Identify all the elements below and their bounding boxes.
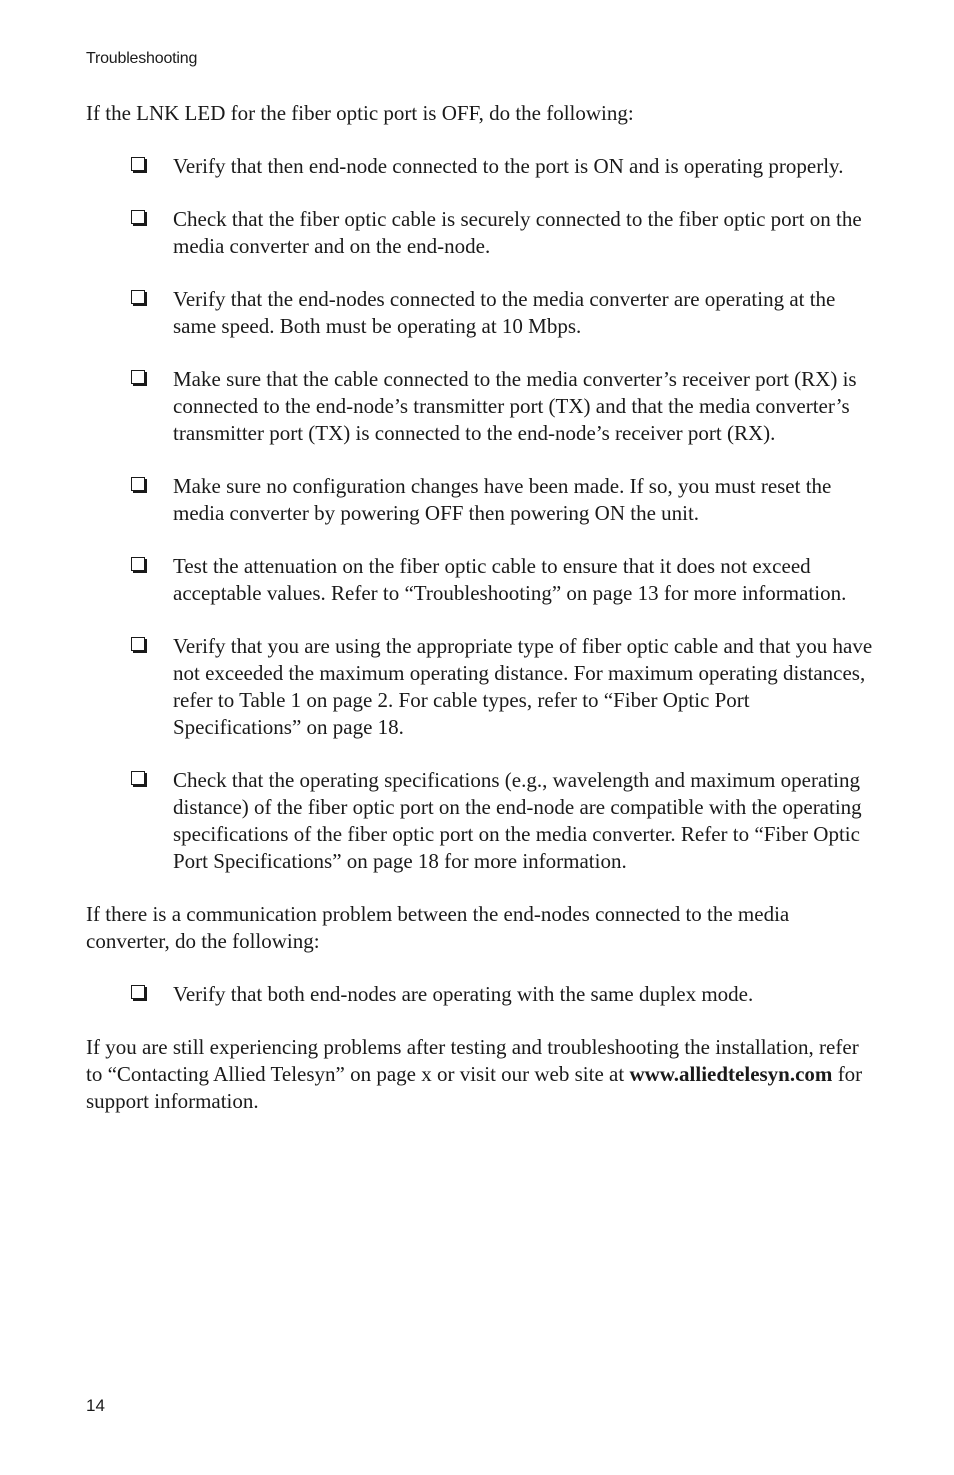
checkbox-bullet-icon [131, 157, 145, 171]
list-item [86, 473, 876, 527]
list-item-text: Check that the fiber optic cable is securely connected to the fiber optic port on the media converter and on the end-node. [173, 207, 862, 258]
closing-text-after: for support information. [86, 1062, 863, 1113]
list-item [86, 767, 876, 875]
list-item [86, 553, 876, 607]
checklist-communication [86, 981, 876, 1008]
intro-paragraph-lnk-led: If the LNK LED for the fiber optic port is OFF, do the following: [86, 101, 634, 125]
checkbox-bullet-icon [131, 557, 145, 571]
closing-paragraph [86, 1034, 876, 1115]
closing-text-before: If you are still experiencing problems after testing and troubleshooting the installation, refer to “Contacting Allied Telesyn” on page x or visit our web site at [86, 1035, 859, 1086]
list-item-text: Verify that then end-node connected to the port is ON and is operating properly. [173, 154, 844, 178]
checkbox-bullet-icon [131, 290, 145, 304]
list-item-text: Test the attenuation on the fiber optic cable to ensure that it does not exceed acceptable values. Refer to “Troubleshooting” on page 13 for more information. [173, 554, 847, 605]
checkbox-bullet-icon [131, 370, 145, 384]
running-header: Troubleshooting [86, 50, 198, 67]
list-item [86, 633, 876, 741]
list-item [86, 366, 876, 447]
checkbox-bullet-icon [131, 985, 145, 999]
checkbox-bullet-icon [131, 210, 145, 224]
list-item-text: Verify that you are using the appropriate type of fiber optic cable and that you have not exceeded the maximum operating distance. For maximum operating distances, refer to Table 1 on page 2. For cable types, refer to “Fiber Optic Port Specifications” on page 18. [173, 634, 873, 739]
list-item-text: Verify that the end-nodes connected to the media converter are operating at the same speed. Both must be operating at 10 Mbps. [173, 287, 836, 338]
list-item-text: Make sure that the cable connected to the media converter’s receiver port (RX) is connected to the end-node’s transmitter port (TX) and that the media converter’s transmitter port (TX) is connected to the end-node’s receiver port (RX). [173, 367, 857, 445]
page-number: 14 [86, 1396, 105, 1415]
checkbox-bullet-icon [131, 477, 145, 491]
checklist-lnk-led [86, 153, 876, 875]
checkbox-bullet-icon [131, 771, 145, 785]
list-item-text: Make sure no configuration changes have been made. If so, you must reset the media converter by powering OFF then powering ON the unit. [173, 474, 832, 525]
website-link[interactable]: www.alliedtelesyn.com [629, 1062, 833, 1086]
checkbox-bullet-icon [131, 637, 145, 651]
intro-paragraph-communication: If there is a communication problem between the end-nodes connected to the media converter, do the following: [86, 902, 790, 953]
list-item [86, 206, 876, 260]
list-item [86, 981, 876, 1008]
page-content [86, 100, 876, 1141]
list-item-text: Check that the operating specifications (e.g., wavelength and maximum operating distance) of the fiber optic port on the end-node are compatible with the operating specifications of the fiber optic port on the media converter. Refer to “Fiber Optic Port Specifications” on page 18 for more information. [173, 768, 862, 873]
list-item-text: Verify that both end-nodes are operating with the same duplex mode. [173, 982, 754, 1006]
list-item [86, 153, 876, 180]
list-item [86, 286, 876, 340]
